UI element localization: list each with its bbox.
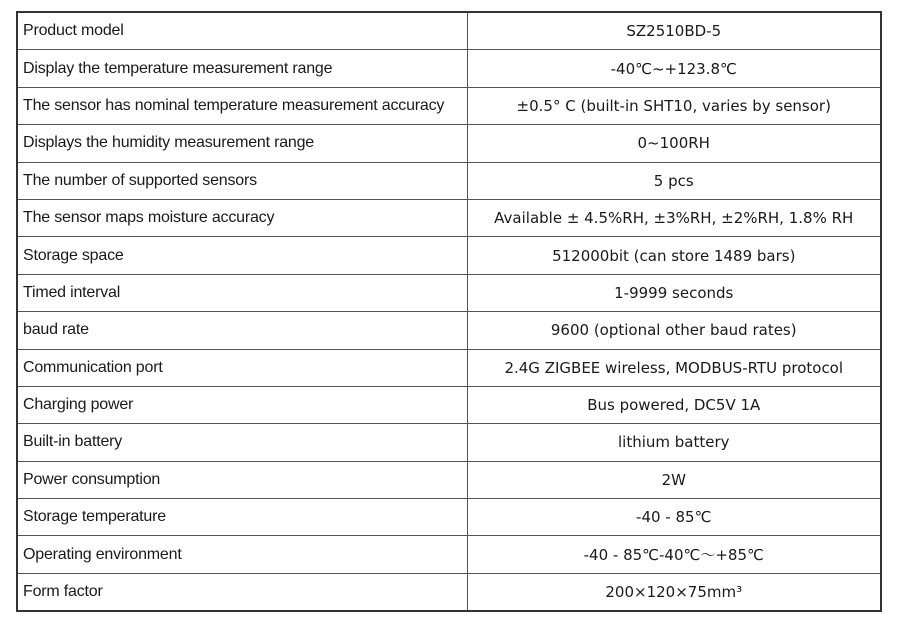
row-value: 0~100RH [467, 125, 881, 162]
table-row [17, 50, 881, 87]
row-label: The number of supported sensors [17, 162, 467, 199]
row-label: Product model [17, 12, 467, 50]
row-label: Storage space [17, 237, 467, 274]
row-value: 200×120×75mm³ [467, 573, 881, 611]
row-value: Available ± 4.5%RH, ±3%RH, ±2%RH, 1.8% RH [467, 199, 881, 236]
row-label: baud rate [17, 312, 467, 349]
table-row [17, 237, 881, 274]
table-row [17, 573, 881, 611]
row-label: Form factor [17, 573, 467, 611]
row-value: 5 pcs [467, 162, 881, 199]
row-label: Power consumption [17, 461, 467, 498]
spec-table-body [17, 12, 881, 611]
row-value: -40℃~+123.8℃ [467, 50, 881, 87]
table-row [17, 386, 881, 423]
row-value: SZ2510BD-5 [467, 12, 881, 50]
row-value: ±0.5° C (built-in SHT10, varies by sensor) [467, 87, 881, 124]
table-row [17, 125, 881, 162]
row-value: Bus powered, DC5V 1A [467, 386, 881, 423]
row-value: 9600 (optional other baud rates) [467, 312, 881, 349]
row-label: The sensor maps moisture accuracy [17, 199, 467, 236]
row-label: Operating environment [17, 536, 467, 573]
row-value: 512000bit (can store 1489 bars) [467, 237, 881, 274]
row-label: Timed interval [17, 274, 467, 311]
row-value: 2W [467, 461, 881, 498]
table-row [17, 349, 881, 386]
row-value: 2.4G ZIGBEE wireless, MODBUS-RTU protocol [467, 349, 881, 386]
row-label: Communication port [17, 349, 467, 386]
table-row [17, 424, 881, 461]
row-label: Charging power [17, 386, 467, 423]
row-label: Storage temperature [17, 499, 467, 536]
table-row [17, 461, 881, 498]
table-row [17, 162, 881, 199]
row-label: Built-in battery [17, 424, 467, 461]
table-row [17, 199, 881, 236]
table-row [17, 536, 881, 573]
row-value: lithium battery [467, 424, 881, 461]
table-row [17, 312, 881, 349]
table-row [17, 499, 881, 536]
row-value: 1-9999 seconds [467, 274, 881, 311]
row-value: -40 - 85℃-40℃～+85℃ [467, 536, 881, 573]
spec-table [16, 11, 882, 612]
row-label: Displays the humidity measurement range [17, 125, 467, 162]
row-label: The sensor has nominal temperature measurement accuracy [17, 87, 467, 124]
row-value: -40 - 85℃ [467, 499, 881, 536]
table-row [17, 87, 881, 124]
table-row [17, 12, 881, 50]
row-label: Display the temperature measurement range [17, 50, 467, 87]
table-row [17, 274, 881, 311]
